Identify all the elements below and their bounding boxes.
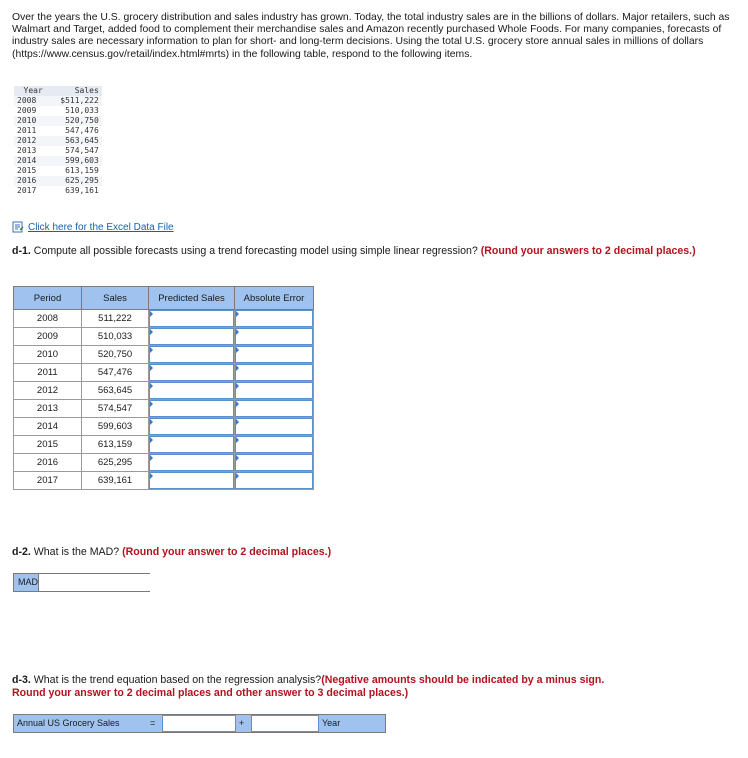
table-row <box>14 400 314 418</box>
question-d1-text: Compute all possible forecasts using a trend forecasting model using simple linear regression? <box>30 245 481 257</box>
excel-link-row[interactable] <box>12 221 174 233</box>
cell-sales: 639,161 <box>82 472 149 490</box>
predicted-sales-input[interactable] <box>149 472 234 489</box>
absolute-error-input[interactable] <box>235 400 313 417</box>
input-marker-icon <box>236 311 239 317</box>
predicted-sales-input[interactable] <box>149 346 234 363</box>
cell-absolute-error <box>235 454 314 472</box>
mini-cell-year: 2013 <box>17 146 37 155</box>
cell-period: 2016 <box>14 454 82 472</box>
predicted-sales-input[interactable] <box>149 310 234 327</box>
cell-period: 2015 <box>14 436 82 454</box>
mini-cell-sales: 599,603 <box>52 156 102 166</box>
absolute-error-input[interactable] <box>235 436 313 453</box>
mini-cell-year: 2008 <box>14 96 52 106</box>
mini-row <box>14 106 102 116</box>
mini-cell-sales: 574,547 <box>65 146 99 155</box>
cell-sales: 625,295 <box>82 454 149 472</box>
mini-row <box>14 186 102 196</box>
mad-label: MAD <box>14 574 39 591</box>
trend-equation-row <box>13 714 386 733</box>
input-marker-icon <box>236 347 239 353</box>
absolute-error-input[interactable] <box>235 328 313 345</box>
input-marker-icon <box>150 437 153 443</box>
mad-answer-row <box>13 573 150 592</box>
predicted-sales-input[interactable] <box>149 400 234 417</box>
absolute-error-input[interactable] <box>235 454 313 471</box>
input-marker-icon <box>150 329 153 335</box>
table-row <box>14 418 314 436</box>
mini-row <box>14 146 102 156</box>
intercept-input[interactable] <box>162 715 236 732</box>
plus-sign: + <box>239 718 245 728</box>
question-d3-number: d-3. <box>12 674 31 686</box>
cell-absolute-error <box>235 436 314 454</box>
predicted-sales-input[interactable] <box>149 328 234 345</box>
cell-predicted-sales <box>149 418 235 436</box>
mini-row <box>14 126 102 136</box>
input-marker-icon <box>150 365 153 371</box>
input-marker-icon <box>150 419 153 425</box>
input-marker-icon <box>150 455 153 461</box>
mini-cell-year: 2016 <box>14 176 52 186</box>
question-d3 <box>12 674 632 699</box>
header-absolute-error: Absolute Error <box>235 287 314 310</box>
table-row <box>14 346 314 364</box>
cell-absolute-error <box>235 472 314 490</box>
mini-row <box>14 156 102 166</box>
cell-predicted-sales <box>149 382 235 400</box>
mini-row <box>14 176 102 186</box>
absolute-error-input[interactable] <box>235 382 313 399</box>
input-marker-icon <box>236 419 239 425</box>
question-d2-note: (Round your answer to 2 decimal places.) <box>122 546 332 558</box>
mini-cell-sales: 625,295 <box>52 176 102 186</box>
cell-predicted-sales <box>149 328 235 346</box>
equals-sign: = <box>150 718 156 728</box>
cell-absolute-error <box>235 400 314 418</box>
input-marker-icon <box>150 383 153 389</box>
question-d1 <box>12 245 732 258</box>
input-marker-icon <box>236 455 239 461</box>
forecast-table <box>13 286 314 490</box>
cell-sales: 511,222 <box>82 310 149 328</box>
absolute-error-input[interactable] <box>235 472 313 489</box>
cell-predicted-sales <box>149 364 235 382</box>
question-d2 <box>12 546 331 559</box>
cell-sales: 563,645 <box>82 382 149 400</box>
table-row <box>14 454 314 472</box>
cell-period: 2012 <box>14 382 82 400</box>
predicted-sales-input[interactable] <box>149 454 234 471</box>
cell-sales: 599,603 <box>82 418 149 436</box>
cell-sales: 613,159 <box>82 436 149 454</box>
predicted-sales-input[interactable] <box>149 418 234 435</box>
cell-sales: 510,033 <box>82 328 149 346</box>
question-d1-note: (Round your answers to 2 decimal places.) <box>480 245 696 257</box>
cell-predicted-sales <box>149 400 235 418</box>
cell-absolute-error <box>235 382 314 400</box>
mini-cell-sales: 520,750 <box>52 116 102 126</box>
input-marker-icon <box>150 311 153 317</box>
predicted-sales-input[interactable] <box>149 436 234 453</box>
mini-cell-year: 2009 <box>17 106 37 115</box>
table-row <box>14 328 314 346</box>
cell-period: 2013 <box>14 400 82 418</box>
question-d3-text: What is the trend equation based on the regression analysis? <box>30 674 322 686</box>
equation-label: Annual US Grocery Sales <box>17 718 120 728</box>
input-marker-icon <box>150 473 153 479</box>
input-marker-icon <box>236 437 239 443</box>
cell-period: 2009 <box>14 328 82 346</box>
cell-absolute-error <box>235 310 314 328</box>
mini-row <box>14 136 102 146</box>
mini-row <box>14 116 102 126</box>
slope-input[interactable] <box>251 715 319 732</box>
cell-period: 2017 <box>14 472 82 490</box>
mini-header-year: Year <box>14 86 52 96</box>
cell-predicted-sales <box>149 310 235 328</box>
year-variable-label: Year <box>322 718 341 728</box>
cell-absolute-error <box>235 346 314 364</box>
cell-period: 2008 <box>14 310 82 328</box>
cell-predicted-sales <box>149 454 235 472</box>
mini-cell-year: 2017 <box>17 186 37 195</box>
mad-input[interactable] <box>39 574 216 591</box>
input-marker-icon <box>236 383 239 389</box>
table-row <box>14 382 314 400</box>
cell-sales: 520,750 <box>82 346 149 364</box>
cell-predicted-sales <box>149 436 235 454</box>
input-marker-icon <box>150 347 153 353</box>
cell-predicted-sales <box>149 472 235 490</box>
mini-cell-year: 2012 <box>14 136 52 146</box>
cell-period: 2014 <box>14 418 82 436</box>
mini-cell-year: 2011 <box>17 126 37 135</box>
cell-absolute-error <box>235 418 314 436</box>
mini-cell-sales: 613,159 <box>65 166 99 175</box>
cell-predicted-sales <box>149 346 235 364</box>
table-row <box>14 472 314 490</box>
mini-cell-sales: $511,222 <box>52 96 102 106</box>
header-sales: Sales <box>82 287 149 310</box>
table-row <box>14 310 314 328</box>
mini-cell-sales: 510,033 <box>65 106 99 115</box>
question-d2-number: d-2. <box>12 546 31 558</box>
input-marker-icon <box>150 401 153 407</box>
table-row <box>14 364 314 382</box>
question-d1-number: d-1. <box>12 245 31 257</box>
input-marker-icon <box>236 329 239 335</box>
absolute-error-input[interactable] <box>235 346 313 363</box>
input-marker-icon <box>236 365 239 371</box>
mini-cell-year: 2014 <box>14 156 52 166</box>
predicted-sales-input[interactable] <box>149 364 234 381</box>
mini-row <box>14 166 102 176</box>
table-row <box>14 436 314 454</box>
mini-cell-sales: 563,645 <box>52 136 102 146</box>
input-marker-icon <box>236 401 239 407</box>
excel-data-file-link[interactable]: Click here for the Excel Data File <box>28 221 174 233</box>
mini-row <box>14 96 102 106</box>
cell-absolute-error <box>235 364 314 382</box>
header-predicted-sales: Predicted Sales <box>149 287 235 310</box>
cell-period: 2011 <box>14 364 82 382</box>
mini-cell-sales: 639,161 <box>65 186 99 195</box>
sales-data-table <box>14 86 102 196</box>
cell-sales: 574,547 <box>82 400 149 418</box>
question-d2-text: What is the MAD? <box>30 546 123 558</box>
header-period: Period <box>14 287 82 310</box>
mini-cell-year: 2015 <box>17 166 37 175</box>
predicted-sales-input[interactable] <box>149 382 234 399</box>
mini-cell-year: 2010 <box>14 116 52 126</box>
mini-header-sales: Sales <box>52 86 102 96</box>
question-d3-note: (Negative amounts should be indicated by a minus sign. Round your answer to 2 decimal places and other answer to 3 decimal places.) <box>12 674 605 699</box>
cell-period: 2010 <box>14 346 82 364</box>
input-marker-icon <box>236 473 239 479</box>
absolute-error-input[interactable] <box>235 364 313 381</box>
absolute-error-input[interactable] <box>235 310 313 327</box>
problem-intro: Over the years the U.S. grocery distribution and sales industry has grown. Today, the total industry sales are in the billions of dollars. Major retailers, such as Walmart and Target, added food to complement their merchandise sales and Amazon recently purchased Whole Foods. For many companies, forecasts of industry sales are necessary information to plan for short- and long-term decisions. Using the total U.S. grocery store annual sales in millions of dollars (https://www.census.gov/retail/index.html#mrts) in the following table, respond to the following items. <box>12 12 730 60</box>
document-icon <box>12 221 24 233</box>
cell-sales: 547,476 <box>82 364 149 382</box>
cell-absolute-error <box>235 328 314 346</box>
mini-cell-sales: 547,476 <box>65 126 99 135</box>
absolute-error-input[interactable] <box>235 418 313 435</box>
